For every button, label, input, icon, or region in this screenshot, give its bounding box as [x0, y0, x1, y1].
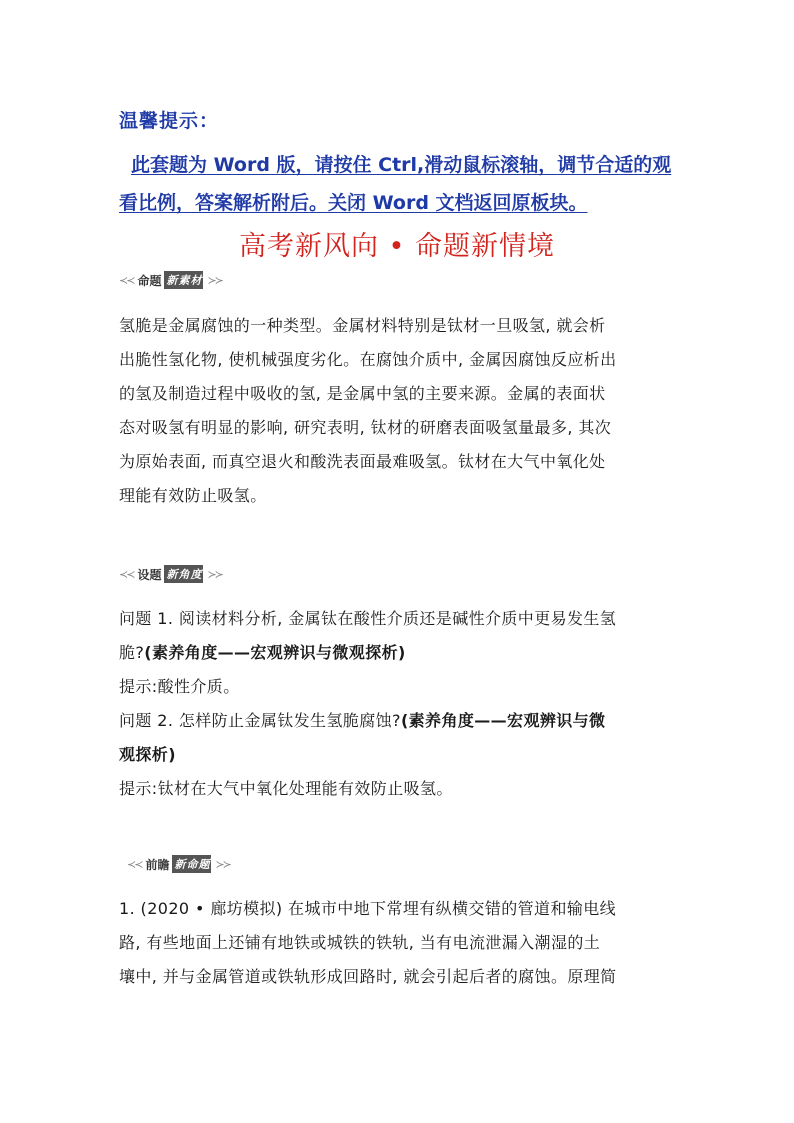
- question-1-line: 问题 1. 阅读材料分析, 金属钛在酸性介质还是碱性介质中更易发生氢: [119, 609, 617, 628]
- text-line: 1. (2020 • 廊坊模拟) 在城市中地下常埋有纵横交错的管道和输电线: [119, 899, 617, 918]
- badge-char: 命: [186, 858, 198, 871]
- text-line: 的氢及制造过程中吸收的氢, 是金属中氢的主要来源。金属的表面状: [119, 384, 606, 403]
- question-1-literacy: (素养角度——宏观辨识与微观探析): [144, 643, 406, 662]
- question-2-literacy-cont: 观探析): [119, 745, 176, 764]
- badge-label-box: [164, 565, 203, 583]
- tip-title: 温馨提示：: [119, 110, 220, 132]
- badge-prefix: 命题: [137, 273, 162, 288]
- badge-char: 新: [166, 274, 178, 287]
- badge-prefix: 设题: [137, 567, 162, 582]
- badge-char: 题: [198, 858, 210, 871]
- badge-label-box: [172, 855, 211, 873]
- question-2-text: 问题 2. 怎样防止金属钛发生氢脆腐蚀?: [119, 711, 401, 730]
- right-ornament-icon: ≻≻: [207, 567, 222, 581]
- text-line: 氢脆是金属腐蚀的一种类型。金属材料特别是钛材一旦吸氢, 就会析: [119, 316, 606, 335]
- badge-prefix: 前瞻: [145, 857, 170, 872]
- section-badge-material: [119, 270, 222, 290]
- right-ornament-icon: ≻≻: [207, 273, 222, 287]
- text-line: 出脆性氢化物, 使机械强度劣化。在腐蚀介质中, 金属因腐蚀反应析出: [119, 350, 617, 369]
- text-line: 路, 有些地面上还铺有地铁或城铁的铁轨, 当有电流泄漏入潮湿的土: [119, 933, 601, 952]
- page-title: 高考新风向 • 命题新情境: [238, 231, 556, 262]
- badge-char: 新: [174, 858, 186, 871]
- badge-char: 新: [166, 568, 178, 581]
- badge-char: 角: [178, 568, 190, 581]
- left-ornament-icon: ≺≺: [119, 273, 134, 287]
- text-line: 壤中, 并与金属管道或铁轨形成回路时, 就会引起后者的腐蚀。原理简: [119, 967, 617, 986]
- text-line: 态对吸氢有明显的影响, 研究表明, 钛材的研磨表面吸氢量最多, 其次: [119, 418, 612, 437]
- preview-paragraph: [119, 892, 681, 994]
- badge-char: 素: [178, 274, 190, 287]
- section-badge-preview: [127, 854, 230, 874]
- text-line: 理能有效防止吸氢。: [119, 486, 267, 505]
- tip-body[interactable]: 此套题为 Word 版，请按住 Ctrl,滑动鼠标滚轴，调节合适的观看比例，答案解析附后。关闭 Word 文档返回原板块。: [119, 154, 672, 214]
- question-2-line: [119, 738, 681, 772]
- badge-char: 度: [190, 568, 202, 581]
- question-2-literacy: (素养角度——宏观辨识与微: [400, 711, 606, 730]
- left-ornament-icon: ≺≺: [119, 567, 134, 581]
- question-2-line: [119, 704, 681, 738]
- section-badge-question: [119, 564, 222, 584]
- badge-label-box: [164, 271, 203, 289]
- text-line: 为原始表面, 而真空退火和酸洗表面最难吸氢。钛材在大气中氧化处: [119, 452, 606, 471]
- right-ornament-icon: ≻≻: [215, 857, 230, 871]
- left-ornament-icon: ≺≺: [127, 857, 142, 871]
- badge-char: 材: [190, 274, 202, 287]
- question-block: [119, 602, 681, 806]
- answer-1: 提示:酸性介质。: [119, 677, 240, 696]
- material-paragraph: [119, 309, 681, 513]
- question-1-text: 脆?: [119, 643, 145, 662]
- question-1-line: [119, 636, 681, 670]
- answer-2: 提示:钛材在大气中氧化处理能有效防止吸氢。: [119, 779, 453, 798]
